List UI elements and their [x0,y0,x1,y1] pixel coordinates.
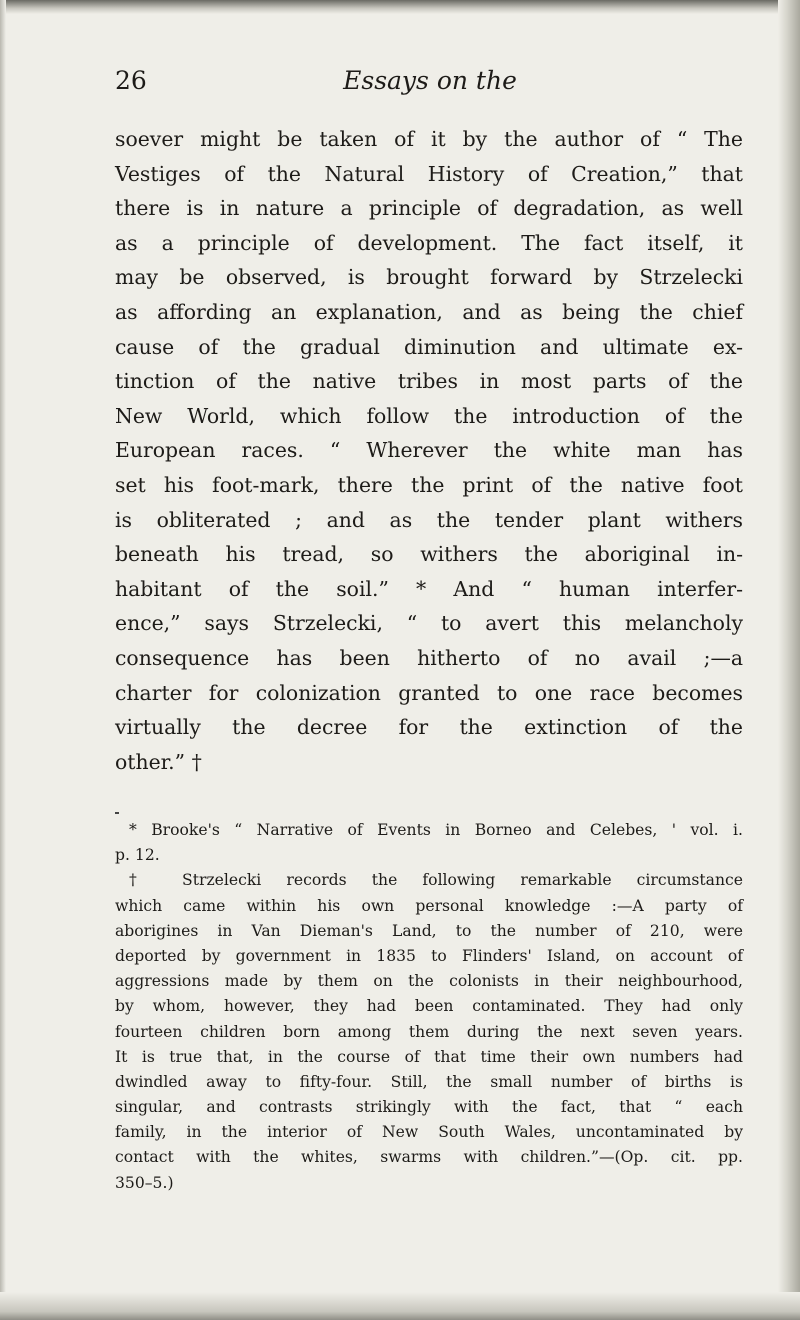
body-line: beneath his tread, so withers the aboriginal in- [115,542,743,567]
body-line: there is in nature a principle of degradation, as well [115,196,743,221]
body-line: other.” † [115,749,202,774]
body-line: habitant of the soil.” * And “ human interfer- [115,576,743,601]
footnote-line: aggressions made by them on the colonists in their neighbourhood, [115,972,743,991]
body-line: consequence has been hitherto of no avail ;—a [115,645,743,670]
body-line: may be observed, is brought forward by Strzelecki [115,265,743,290]
body-line: as affording an explanation, and as being the chief [115,299,743,324]
footnote-line: fourteen children born among them during the next seven years. [115,1022,743,1041]
page-number: 26 [115,66,147,95]
body-line: is obliterated ; and as the tender plant withers [115,507,743,532]
footnote-line: * Brooke's “ Narrative of Events in Borneo and Celebes, ' vol. i. [129,821,743,839]
footnote-line: p. 12. [115,846,160,865]
body-line: Vestiges of the Natural History of Creation,” that [115,161,743,186]
page-top-edge [0,0,800,14]
body-line: charter for colonization granted to one race becomes [115,680,743,705]
running-title: Essays on the [343,66,517,95]
footnote-line: aborigines in Van Dieman's Land, to the number of 210, were [115,921,743,940]
footnote-line: 350–5.) [115,1173,174,1192]
footnote-line: contact with the whites, swarms with children.”—(Op. cit. pp. [115,1148,743,1167]
footnote-line: † Strzelecki records the following remarkable circumstance [129,871,743,890]
body-line: New World, which follow the introduction of the [115,403,743,428]
footnote-rule [115,812,119,814]
footnote-line: dwindled away to fifty-four. Still, the small number of births is [115,1072,743,1091]
body-line: European races. “ Wherever the white man has [115,438,743,463]
body-line: tinction of the native tribes in most parts of the [115,369,743,394]
body-line: virtually the decree for the extinction of the [115,715,743,740]
footnote-line: which came within his own personal knowledge :—A party of [115,896,743,915]
page-header [115,66,745,106]
footnote-line: family, in the interior of New South Wales, uncontaminated by [115,1123,743,1142]
footnotes [115,818,743,1196]
body-line: ence,” says Strzelecki, “ to avert this melancholy [115,611,743,636]
page-left-edge [0,0,6,1320]
main-text [115,122,743,779]
body-line: as a principle of development. The fact itself, it [115,230,743,255]
footnote-line: by whom, however, they had been contaminated. They had only [115,997,743,1016]
body-line: soever might be taken of it by the author of “ The [115,127,743,151]
body-line: set his foot-mark, there the print of the native foot [115,472,743,497]
page-right-edge [778,0,800,1320]
footnote-line: It is true that, in the course of that time their own numbers had [115,1047,743,1066]
footnote-line: deported by government in 1835 to Flinders' Island, on account of [115,946,743,965]
page-bottom-edge [0,1292,800,1320]
body-line: cause of the gradual diminution and ultimate ex- [115,334,743,359]
footnote-line: singular, and contrasts strikingly with the fact, that “ each [115,1098,743,1117]
